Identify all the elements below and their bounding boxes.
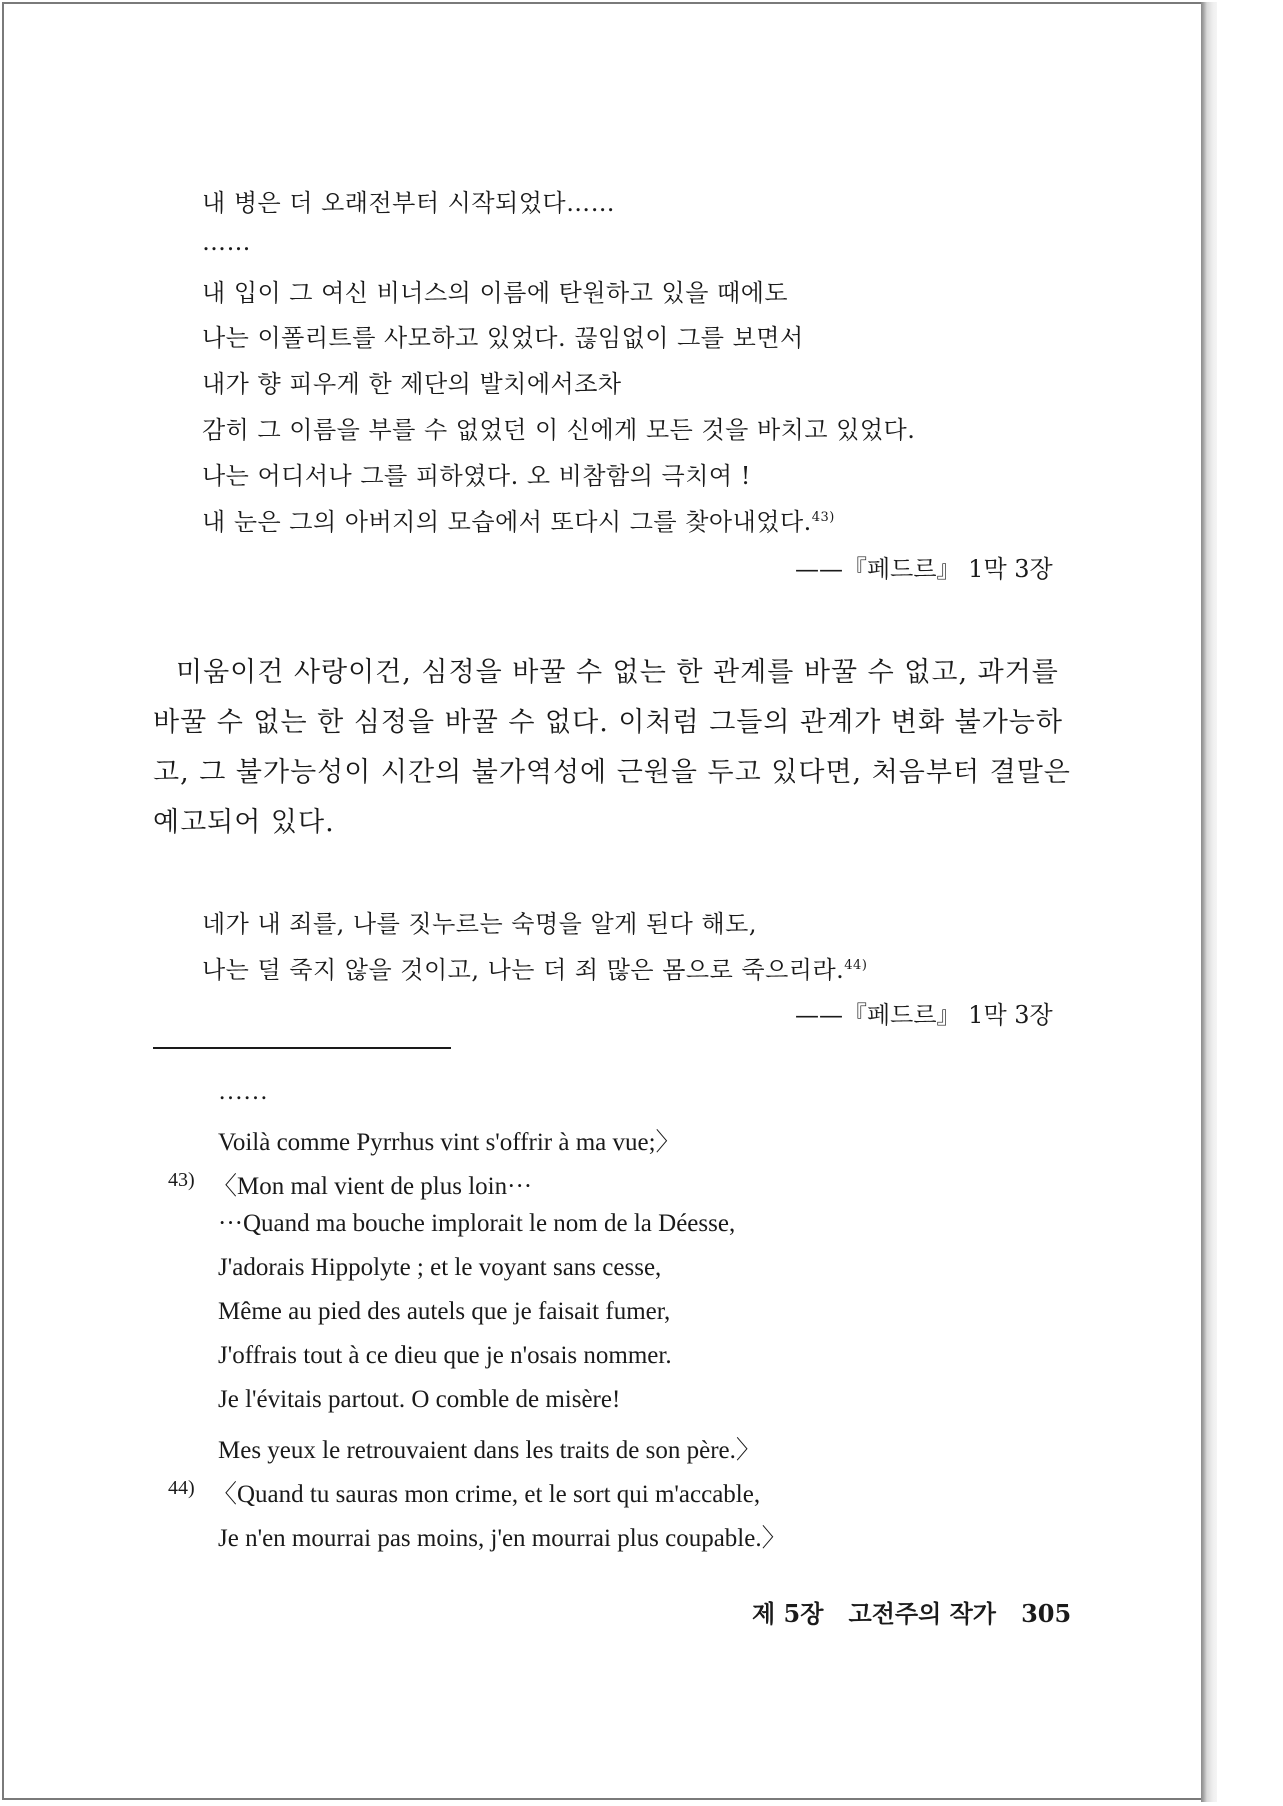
verse-line-text: 내 눈은 그의 아버지의 모습에서 또다시 그를 찾아내었다. bbox=[202, 508, 812, 536]
footnote-continuation-line: Voilà comme Pyrrhus vint s'offrir à ma vue;〉 bbox=[218, 1129, 681, 1156]
verse-line-with-footnote bbox=[202, 502, 835, 537]
verse-line: 내가 향 피우게 한 제단의 발치에서조차 bbox=[202, 370, 622, 398]
chapter-label: 제 5장 bbox=[752, 1599, 824, 1628]
footnote-line: 〈Quand tu sauras mon crime, et le sort qui m'accable, bbox=[212, 1481, 761, 1508]
verse-line: 내 입이 그 여신 비너스의 이름에 탄원하고 있을 때에도 bbox=[202, 279, 789, 307]
footnote-line: 〈Mon mal vient de plus loin··· bbox=[212, 1173, 533, 1200]
verse-line: …… bbox=[202, 228, 251, 256]
verse-line: 네가 내 죄를, 나를 짓누르는 숙명을 알게 된다 해도, bbox=[202, 910, 757, 938]
chapter-title: 고전주의 작가 bbox=[848, 1599, 996, 1628]
prose-line: 바꿀 수 없는 한 심정을 바꿀 수 없다. 이처럼 그들의 관계가 변화 불가능하 bbox=[153, 707, 1063, 738]
running-footer bbox=[752, 1594, 1071, 1629]
footnote-line: Même au pied des autels que je faisait fumer, bbox=[218, 1298, 671, 1325]
footnote-line: Mes yeux le retrouvaient dans les traits de son père.〉 bbox=[218, 1437, 761, 1464]
verse-line-with-footnote bbox=[202, 950, 867, 985]
footnote-separator bbox=[153, 1047, 451, 1049]
page-edge-shadow bbox=[1201, 2, 1217, 1802]
footnote-ref-43[interactable]: 43) bbox=[811, 510, 835, 525]
verse-line: 나는 이폴리트를 사모하고 있었다. 끊임없이 그를 보면서 bbox=[202, 324, 804, 352]
verse-line: 나는 어디서나 그를 피하였다. 오 비참함의 극치여 ! bbox=[202, 462, 751, 490]
footnote-line: J'adorais Hippolyte ; et le voyant sans cesse, bbox=[218, 1254, 662, 1281]
footnote-line: ···Quand ma bouche implorait le nom de la Déesse, bbox=[218, 1210, 736, 1237]
footnote-number-44: 44) bbox=[168, 1477, 195, 1499]
attribution: ——『페드르』 1막 3장 bbox=[795, 1001, 1053, 1029]
attribution: ——『페드르』 1막 3장 bbox=[795, 555, 1053, 583]
page-number: 305 bbox=[1021, 1599, 1072, 1628]
footnote-continuation-line: …… bbox=[218, 1078, 268, 1105]
footnote-line: J'offrais tout à ce dieu que je n'osais nommer. bbox=[218, 1342, 672, 1369]
verse-line-text: 나는 덜 죽지 않을 것이고, 나는 더 죄 많은 몸으로 죽으리라. bbox=[202, 956, 845, 984]
prose-line: 고, 그 불가능성이 시간의 불가역성에 근원을 두고 있다면, 처음부터 결말은 bbox=[153, 757, 1071, 788]
verse-line: 내 병은 더 오래전부터 시작되었다…… bbox=[202, 189, 616, 217]
footnote-line: Je n'en mourrai pas moins, j'en mourrai plus coupable.〉 bbox=[218, 1525, 787, 1552]
footnote-line: Je l'évitais partout. O comble de misère! bbox=[218, 1386, 621, 1413]
footnote-ref-44[interactable]: 44) bbox=[844, 958, 868, 973]
footnote-number-43: 43) bbox=[168, 1169, 195, 1191]
prose-line: 예고되어 있다. bbox=[153, 807, 335, 838]
verse-line: 감히 그 이름을 부를 수 없었던 이 신에게 모든 것을 바치고 있었다. bbox=[202, 416, 916, 444]
prose-line: 미움이건 사랑이건, 심정을 바꿀 수 없는 한 관계를 바꿀 수 없고, 과거를 bbox=[176, 657, 1059, 688]
